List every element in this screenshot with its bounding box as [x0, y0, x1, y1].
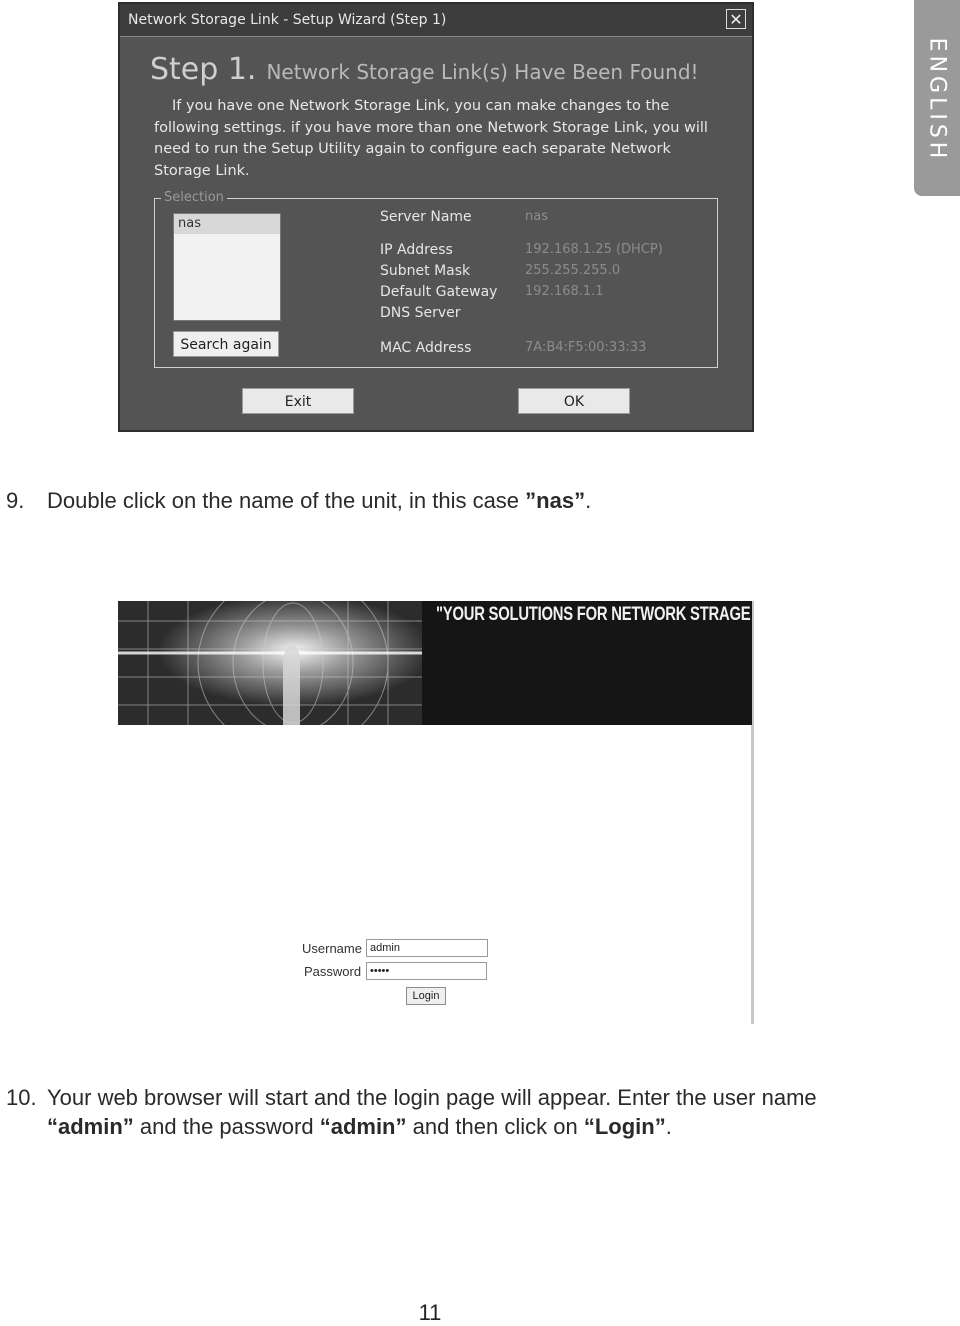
close-icon[interactable]: ✕: [726, 9, 746, 29]
step-heading: [150, 52, 699, 87]
login-page-screenshot: [118, 601, 754, 1024]
ip-address-label: IP Address: [380, 242, 453, 258]
login-button[interactable]: Login: [406, 987, 446, 1005]
step-10-password: “admin”: [319, 1114, 407, 1139]
step-10-text: [47, 1083, 866, 1141]
step-number: Step 1.: [150, 52, 257, 87]
ok-button[interactable]: OK: [518, 388, 630, 414]
selection-legend: Selection: [161, 190, 227, 205]
subnet-mask-label: Subnet Mask: [380, 263, 471, 279]
step-9-unit-name: nas: [536, 488, 575, 513]
step-10-text-1: Your web browser will start and the login page will appear. Enter the user name: [47, 1085, 817, 1110]
device-list[interactable]: [173, 213, 281, 321]
default-gateway-value: 192.168.1.1: [525, 284, 604, 299]
language-tab: [914, 0, 960, 196]
mac-address-label: MAC Address: [380, 340, 472, 356]
password-label: Password: [304, 964, 362, 979]
exit-button[interactable]: Exit: [242, 388, 354, 414]
language-label: ENGLISH: [924, 37, 950, 163]
found-message: Network Storage Link(s) Have Been Found!: [266, 60, 699, 84]
step-9-text-part: Double click on the name of the unit, in this case: [47, 488, 526, 513]
step-10-period: .: [665, 1114, 672, 1139]
step-9-period: .: [585, 488, 592, 513]
step-10-caption: [6, 1083, 866, 1141]
device-list-item[interactable]: nas: [174, 214, 280, 234]
ip-address-value: 192.168.1.25 (DHCP): [525, 242, 663, 257]
username-label: Username: [302, 941, 362, 956]
login-form: [288, 939, 528, 1009]
banner-image: [118, 601, 422, 725]
step-10-text-3: and then click on: [406, 1114, 584, 1139]
search-again-button[interactable]: Search again: [173, 331, 279, 357]
banner-header: [422, 601, 752, 725]
page-number: 11: [418, 1300, 442, 1325]
step-9-text: [47, 486, 906, 515]
step-9-number: 9.: [6, 488, 25, 513]
password-field[interactable]: •••••: [366, 962, 487, 980]
step-9-caption: [6, 486, 906, 515]
selection-group: [154, 190, 718, 368]
dns-server-label: DNS Server: [380, 305, 461, 321]
step-10-number: 10.: [6, 1085, 37, 1110]
setup-wizard-dialog: [118, 2, 754, 432]
dialog-title: Network Storage Link - Setup Wizard (Step 1): [128, 12, 447, 28]
step-9-quote-close: ”: [574, 488, 586, 513]
step-9-quote-open: ”: [525, 488, 537, 513]
banner-tagline: "YOUR SOLUTIONS FOR NETWORK STRAGE: [436, 604, 751, 625]
step-10-login: “Login”: [583, 1114, 666, 1139]
server-name-label: Server Name: [380, 209, 472, 225]
server-name-value: nas: [525, 209, 548, 224]
subnet-mask-value: 255.255.255.0: [525, 263, 621, 278]
intro-text: If you have one Network Storage Link, you can make changes to the following settings. if you have more than one Network Storage Link, you will need to run the Setup Utility again to configure each separate Network Storage Link.: [154, 98, 708, 179]
mac-address-value: 7A:B4:F5:00:33:33: [525, 340, 647, 355]
step-10-text-2: and the password: [133, 1114, 320, 1139]
dialog-titlebar: [120, 4, 752, 37]
username-field[interactable]: admin: [366, 939, 488, 957]
step-10-username: “admin”: [47, 1114, 134, 1139]
default-gateway-label: Default Gateway: [380, 284, 498, 300]
